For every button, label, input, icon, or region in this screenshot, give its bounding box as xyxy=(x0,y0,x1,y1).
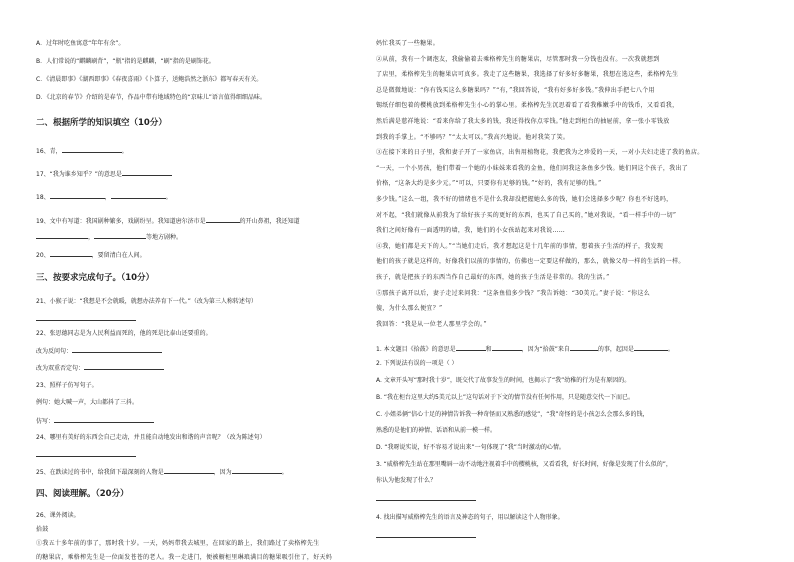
answer-blank[interactable] xyxy=(50,250,92,257)
article-line: 我回答：“我是从一位老人那里学会的。” xyxy=(376,320,487,328)
section-3-title: 三、按要求完成句子。（10分） xyxy=(36,273,155,283)
article-line: 对不起，“我们就像从前我为了给好孩子买的更好的东西，也买了自己买的，”她对我说，“看一样手中的一切” xyxy=(376,211,677,219)
imitation-line: 仿写： xyxy=(36,416,154,426)
rhetorical-question-line: 改为反问句： xyxy=(36,346,162,356)
question-22: 22、张思德同志是为人民利益而死的，他的死是比泰山还要重的。 xyxy=(36,330,212,337)
article-paragraph-1-cont: 的糖果店，乘格榨先生是一位面发苍苍的老人。我一走进门，便被橱柜里琳琅满目的糖果吸引住了，好天妈 xyxy=(36,554,333,561)
article-line: 价格，“这条大约是多少元。”“可以，只要你有足够的钱。”“好的，我有足够的钱。” xyxy=(376,180,602,188)
article-line: ④我，她们都是天下的人。”“当她们走后，我才想起这是十几年前的事情，想着孩子生活的样子，我发现 xyxy=(376,242,664,250)
answer-line-21[interactable] xyxy=(36,314,136,324)
answer-line-24[interactable] xyxy=(36,450,136,460)
answer-blank[interactable] xyxy=(111,192,166,199)
question-1: 1. 本文题目《拾鼓》的意思是 和 ，因为“拾鼓”来自 的事，起因是 。 xyxy=(376,346,674,353)
answer-blank[interactable] xyxy=(232,467,282,474)
answer-blank[interactable] xyxy=(206,216,240,223)
option-d: D．《北京的春节》介绍的是春节，作品中带有地域特色的“京味儿”语言值得细细品味。 xyxy=(36,94,266,101)
answer-blank[interactable] xyxy=(54,416,154,423)
question-24: 24、哪里有美好的东西会自己走动，并且能自动地发出和谐的声音呢？（改为陈述句） xyxy=(36,434,266,441)
q2-option-c-cont: 熟悉的是他们的神情、话语和从前一模一样。 xyxy=(376,427,497,434)
answer-blank[interactable] xyxy=(84,363,164,370)
question-23: 23、照样子仿写句子。 xyxy=(36,382,98,389)
question-2: 2. 下列说法有误的一项是（ ） xyxy=(376,360,458,367)
answer-blank[interactable] xyxy=(50,192,105,199)
article-line: 了店里，柔格榨先生的糖果店可真多。我走了这些糖果，我选择了好多好多糖果，我想在选这些，柔格榨先生 xyxy=(376,71,679,79)
article-line: 我们之间好像有一面透明的墙，我，她们的小女孩站起来对我说…… xyxy=(376,227,566,235)
article-line: 傻，为什么那么便宜？” xyxy=(376,305,443,313)
article-line: 然后满是慈祥地说：“看来你给了我太多的钱，我还得找你点零钱。”他走到柜台的抽屉前，拿一张小零钱放 xyxy=(376,118,670,125)
question-3: 3. “威格榨先生站在那里嘴唇一动不动地注视着手中的樱桃核，又看看我，好长时间，好像是发现了什么似的”， xyxy=(376,461,672,468)
option-b: B．人们常说的“麒麟刷背”，“瓶”指的是麒麟，“刷”指的是刷饰花。 xyxy=(36,58,215,65)
section-4-title: 四、阅读理解。（20分） xyxy=(36,489,129,499)
example-sentence: 例句：她大喊一声，大山都抖了三抖。 xyxy=(36,399,139,406)
question-16: 16、青， 。 xyxy=(36,148,128,155)
answer-line-3[interactable] xyxy=(376,494,476,504)
article-line: 他们的孩子就是这样的，好像我们以前的事情的，仿佛也一定要这样做的，那么，就像父母一样的生活的一样。 xyxy=(376,258,685,266)
answer-blank[interactable] xyxy=(492,344,522,351)
article-line: ⑤那孩子离开以后，妻子走过来问我：“这条鱼值多少钱？”我告诉她：“30美元。”妻子说：“你这么 xyxy=(376,289,651,297)
article-line: ③在接下来的日子里，我和妻子开了一家鱼店，出售用植物花，我把我为之珍爱的一天，一对小夫妇走进了我的鱼店。 xyxy=(376,149,704,157)
article-line: “一天，一个小男孩，他们带着一个她的小妹妹来看我的金鱼，他们问我这条鱼多少钱。她们同这个孩子，我出了 xyxy=(376,164,689,172)
question-4: 4. 找出描写威格榨先生的语言及神态的句子，用以解读这个人物形象。 xyxy=(376,514,564,521)
article-line: 孩子，就是把孩子的东西当作自己最好的东西，她的孩子生活是非常的。我的生活。” xyxy=(376,274,610,281)
article-line: 总是微微地说：“你有钱买这么多糖果吗？”“有，”我回答说，“我有好多好多钱。”我伸出手把七八个用 xyxy=(376,86,655,94)
answer-blank[interactable] xyxy=(36,232,88,239)
answer-blank[interactable] xyxy=(164,467,214,474)
q2-option-c: C. 小姐弟俩“信心十足的神情告诉我一种奇怪而又熟悉的感觉”，“我”奇怪的是小孩怎么会那么多的钱， xyxy=(376,411,649,418)
question-19: 19、文中有写道：我国剧种繁多，戏剧纷呈。我知道唐尔济市是 的开山鼻祖，我还知道 xyxy=(36,218,300,225)
article-line: 多少钱。”这么一组，我不好的情绪也不是什么我却没把握她么多的钱，她们会选择多少呢？你也不好选吗， xyxy=(376,196,673,203)
question-17: 17、“我为谁乡知乎？”的意思是 xyxy=(36,169,172,179)
question-21: 21、小猴子说：“我想是不会就暖，就想办法养育下一代。”（改为第三人称转述句） xyxy=(36,298,257,305)
answer-blank[interactable] xyxy=(72,346,162,353)
article-line: 锡纸仔细包着的樱桃放到柔格榨先生小心的掌心里。柔格榨先生沉思着看了看我稚嫩手中的钱币，又看看我， xyxy=(376,102,679,110)
article-line: 到我的手掌上。“不够吗？”“太太可以。”我高兴地说。他对我笑了笑。 xyxy=(376,133,570,141)
question-18: 18、 ， 。 xyxy=(36,194,172,201)
article-title: 拾鼓 xyxy=(36,526,49,533)
option-a: A．过年时吃鱼寓意“年年有余”。 xyxy=(36,40,125,47)
question-3-cont: 你认为他发现了什么？ xyxy=(376,477,437,484)
question-19-cont: ， 等地方剧种。 xyxy=(36,232,182,242)
answer-line-4[interactable] xyxy=(376,531,476,541)
question-25: 25、在跌读过的书中，给我留下最深刻的人物是 ，因为 。 xyxy=(36,469,288,476)
q2-option-a: A. 文章开头写“那时我十岁”，既交代了故事发生的时间，也揭示了“我”幼稚的行为是有原因的。 xyxy=(376,377,631,384)
question-20: 20、 ，要留清白在人间。 xyxy=(36,252,146,259)
answer-blank[interactable] xyxy=(62,146,122,153)
article-paragraph-1: ①我五十多年前的事了，那时我十岁。一天，妈妈带我去城里，在回家的路上，我们路过了卖格榨先生 xyxy=(36,540,320,547)
question-26: 26、课外阅读。 xyxy=(36,512,80,519)
answer-blank[interactable] xyxy=(634,344,668,351)
q2-option-b: B. “我在柜台这里大约5美元以上”这句话对于下文的情节没有任何作用，只是随意交代一下而已。 xyxy=(376,394,634,401)
answer-blank[interactable] xyxy=(122,169,172,176)
option-c: C．《清晨即事》《湖西即事》《春夜喜雨》《卜算子，送鲍浩然之浙东》都写春天有关。 xyxy=(36,76,263,83)
section-2-title: 二、根据所学的知识填空（10分） xyxy=(36,118,167,128)
answer-blank[interactable] xyxy=(456,344,486,351)
article-line: ②从前，我有一个调泡友，我偷偷着去乘格榨先生的糖果店，尽管那时我一分钱也没有。一次我就想到 xyxy=(376,55,660,63)
q2-option-d: D. “我呀说实说，好不容易才说出来”一句体现了“我”当时激动的心情。 xyxy=(376,444,565,451)
answer-blank[interactable] xyxy=(94,232,146,239)
article-line: 妈忙我买了一些糖果。 xyxy=(376,40,440,47)
double-negative-line: 改为双重否定句： xyxy=(36,363,164,373)
answer-blank[interactable] xyxy=(570,344,598,351)
